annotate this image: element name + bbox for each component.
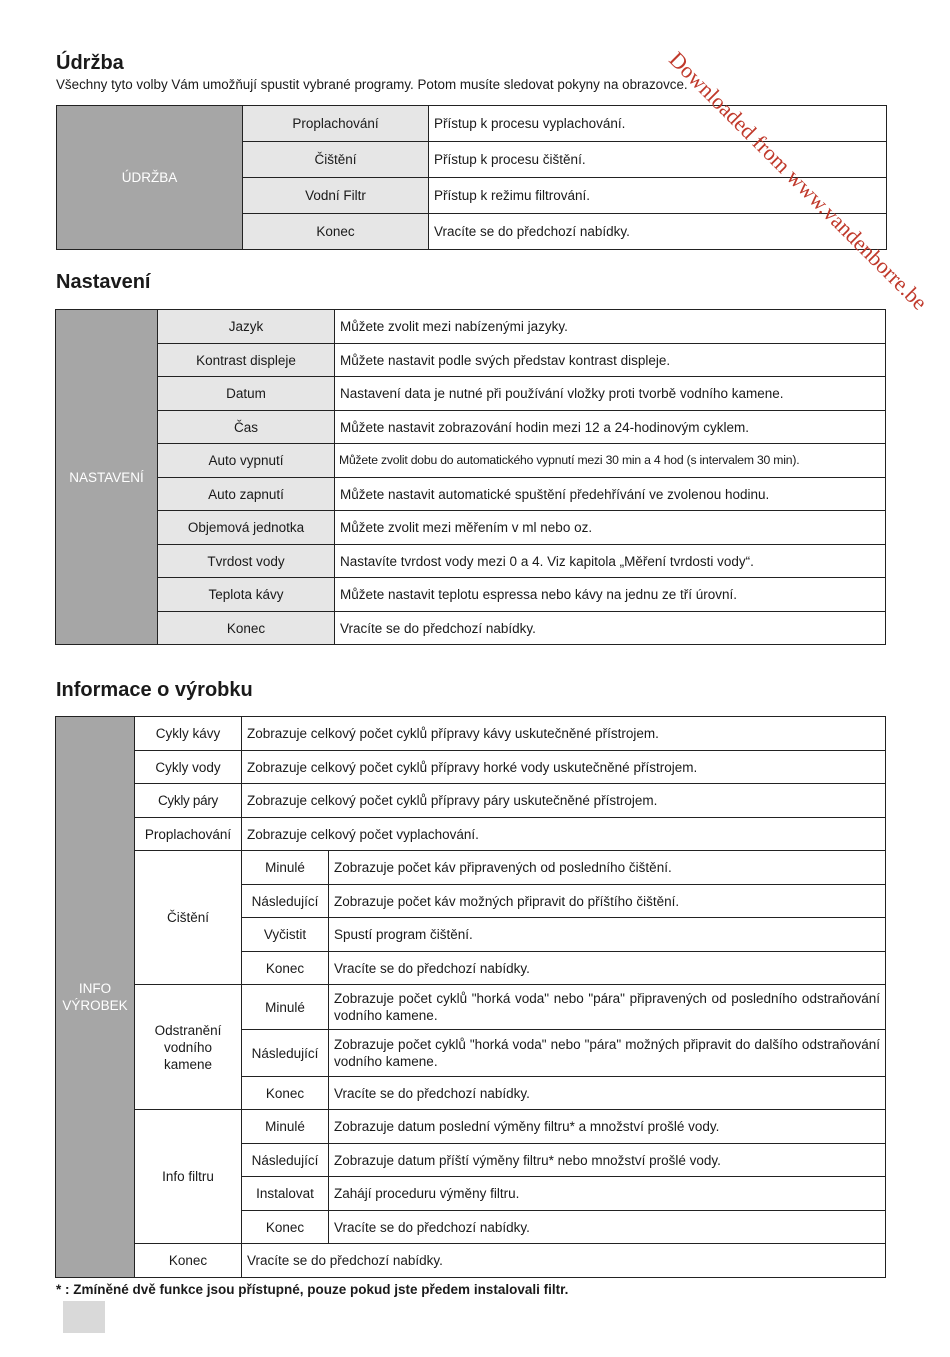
description-cell: Zahájí proceduru výměny filtru.	[329, 1177, 886, 1211]
option-cell: Konec	[135, 1244, 242, 1278]
category-cell: ÚDRŽBA	[57, 106, 243, 250]
sub-option-cell: Vyčistit	[242, 918, 329, 952]
sub-option-cell: Minulé	[242, 1110, 329, 1144]
description-cell: Můžete nastavit podle svých představ kontrast displeje.	[335, 344, 886, 377]
description-cell: Zobrazuje počet cyklů "horká voda" nebo "pára" možných připravit do dalšího odstraňování vodního kamene.	[329, 1030, 886, 1077]
option-cell: Čas	[158, 411, 335, 444]
description-cell: Přístup k procesu čištění.	[429, 142, 887, 178]
group-label-odstraneni-kamene: Odstranění vodního kamene	[135, 985, 242, 1110]
option-cell: Proplachování	[243, 106, 429, 142]
description-cell: Můžete nastavit automatické spuštění předehřívání ve zvolenou hodinu.	[335, 478, 886, 511]
option-cell: Auto zapnutí	[158, 478, 335, 511]
description-cell: Můžete nastavit teplotu espressa nebo kávy na jednu ze tří úrovní.	[335, 578, 886, 612]
group-label-info-filtru: Info filtru	[135, 1110, 242, 1244]
category-line: INFO	[78, 981, 112, 996]
option-cell: Cykly kávy	[135, 717, 242, 751]
section-heading-info: Informace o výrobku	[56, 679, 253, 701]
option-cell: Konec	[243, 214, 429, 250]
sub-option-cell: Konec	[242, 952, 329, 985]
description-cell: Zobrazuje datum příští výměny filtru* nebo množství prošlé vody.	[329, 1144, 886, 1177]
sub-option-cell: Následující	[242, 885, 329, 918]
footnote: * : Zmíněné dvě funkce jsou přístupné, pouze pokud jste předem instalovali filtr.	[56, 1282, 569, 1297]
description-cell: Zobrazuje celkový počet cyklů přípravy kávy uskutečněné přístrojem.	[242, 717, 886, 751]
option-cell: Kontrast displeje	[158, 344, 335, 377]
description-cell: Spustí program čištění.	[329, 918, 886, 952]
category-cell: NASTAVENÍ	[56, 310, 158, 645]
option-cell: Cykly páry	[135, 784, 242, 818]
category-line: VÝROBEK	[62, 998, 128, 1013]
description-cell: Zobrazuje celkový počet cyklů přípravy horké vody uskutečněné přístrojem.	[242, 751, 886, 784]
description-cell: Zobrazuje celkový počet cyklů přípravy páry uskutečněné přístrojem.	[242, 784, 886, 818]
description-cell: Přístup k režimu filtrování.	[429, 178, 887, 214]
group-label-cisteni: Čištění	[135, 851, 242, 985]
section-intro: Všechny tyto volby Vám umožňují spustit vybrané programy. Potom musíte sledovat pokyny na obrazovce.	[56, 77, 688, 92]
description-cell: Můžete zvolit dobu do automatického vypnutí mezi 30 min a 4 hod (s intervalem 30 min).	[335, 444, 886, 478]
sub-option-cell: Následující	[242, 1030, 329, 1077]
settings-table	[55, 309, 886, 645]
description-cell: Nastavení data je nutné při používání vložky proti tvorbě vodního kamene.	[335, 377, 886, 411]
description-cell: Zobrazuje celkový počet vyplachování.	[242, 818, 886, 851]
description-cell: Zobrazuje datum poslední výměny filtru* a množství prošlé vody.	[329, 1110, 886, 1144]
section-heading-udrzba: Údržba	[56, 52, 124, 74]
option-cell: Teplota kávy	[158, 578, 335, 612]
description-cell: Vracíte se do předchozí nabídky.	[329, 1077, 886, 1110]
option-cell: Datum	[158, 377, 335, 411]
option-cell: Vodní Filtr	[243, 178, 429, 214]
page-number-box	[63, 1301, 105, 1333]
description-cell: Zobrazuje počet káv možných připravit do příštího čištění.	[329, 885, 886, 918]
option-cell: Proplachování	[135, 818, 242, 851]
description-cell: Vracíte se do předchozí nabídky.	[329, 952, 886, 985]
sub-option-cell: Konec	[242, 1211, 329, 1244]
description-cell: Můžete nastavit zobrazování hodin mezi 12 a 24-hodinovým cyklem.	[335, 411, 886, 444]
sub-option-cell: Konec	[242, 1077, 329, 1110]
option-cell: Čištění	[243, 142, 429, 178]
description-cell: Vracíte se do předchozí nabídky.	[429, 214, 887, 250]
category-cell	[56, 717, 135, 1278]
description-cell: Můžete zvolit mezi nabízenými jazyky.	[335, 310, 886, 344]
option-cell: Jazyk	[158, 310, 335, 344]
sub-option-cell: Instalovat	[242, 1177, 329, 1211]
option-cell: Objemová jednotka	[158, 511, 335, 545]
sub-option-cell: Následující	[242, 1144, 329, 1177]
description-cell: Zobrazuje počet cyklů "horká voda" nebo "pára" připravených od posledního odstraňování vodního kamene.	[329, 985, 886, 1030]
option-cell: Cykly vody	[135, 751, 242, 784]
sub-option-cell: Minulé	[242, 851, 329, 885]
description-cell: Zobrazuje počet káv připravených od posledního čištění.	[329, 851, 886, 885]
product-info-table	[55, 716, 886, 1278]
description-cell: Nastavíte tvrdost vody mezi 0 a 4. Viz kapitola „Měření tvrdosti vody“.	[335, 545, 886, 578]
description-cell: Vracíte se do předchozí nabídky.	[335, 612, 886, 645]
description-cell: Můžete zvolit mezi měřením v ml nebo oz.	[335, 511, 886, 545]
watermark: Downloaded from www.vandenborre.be	[664, 46, 933, 315]
option-cell: Tvrdost vody	[158, 545, 335, 578]
sub-option-cell: Minulé	[242, 985, 329, 1030]
option-cell: Auto vypnutí	[158, 444, 335, 478]
description-cell: Vracíte se do předchozí nabídky.	[329, 1211, 886, 1244]
section-heading-nastaveni: Nastavení	[56, 271, 151, 293]
description-cell: Přístup k procesu vyplachování.	[429, 106, 887, 142]
option-cell: Konec	[158, 612, 335, 645]
description-cell: Vracíte se do předchozí nabídky.	[242, 1244, 886, 1278]
